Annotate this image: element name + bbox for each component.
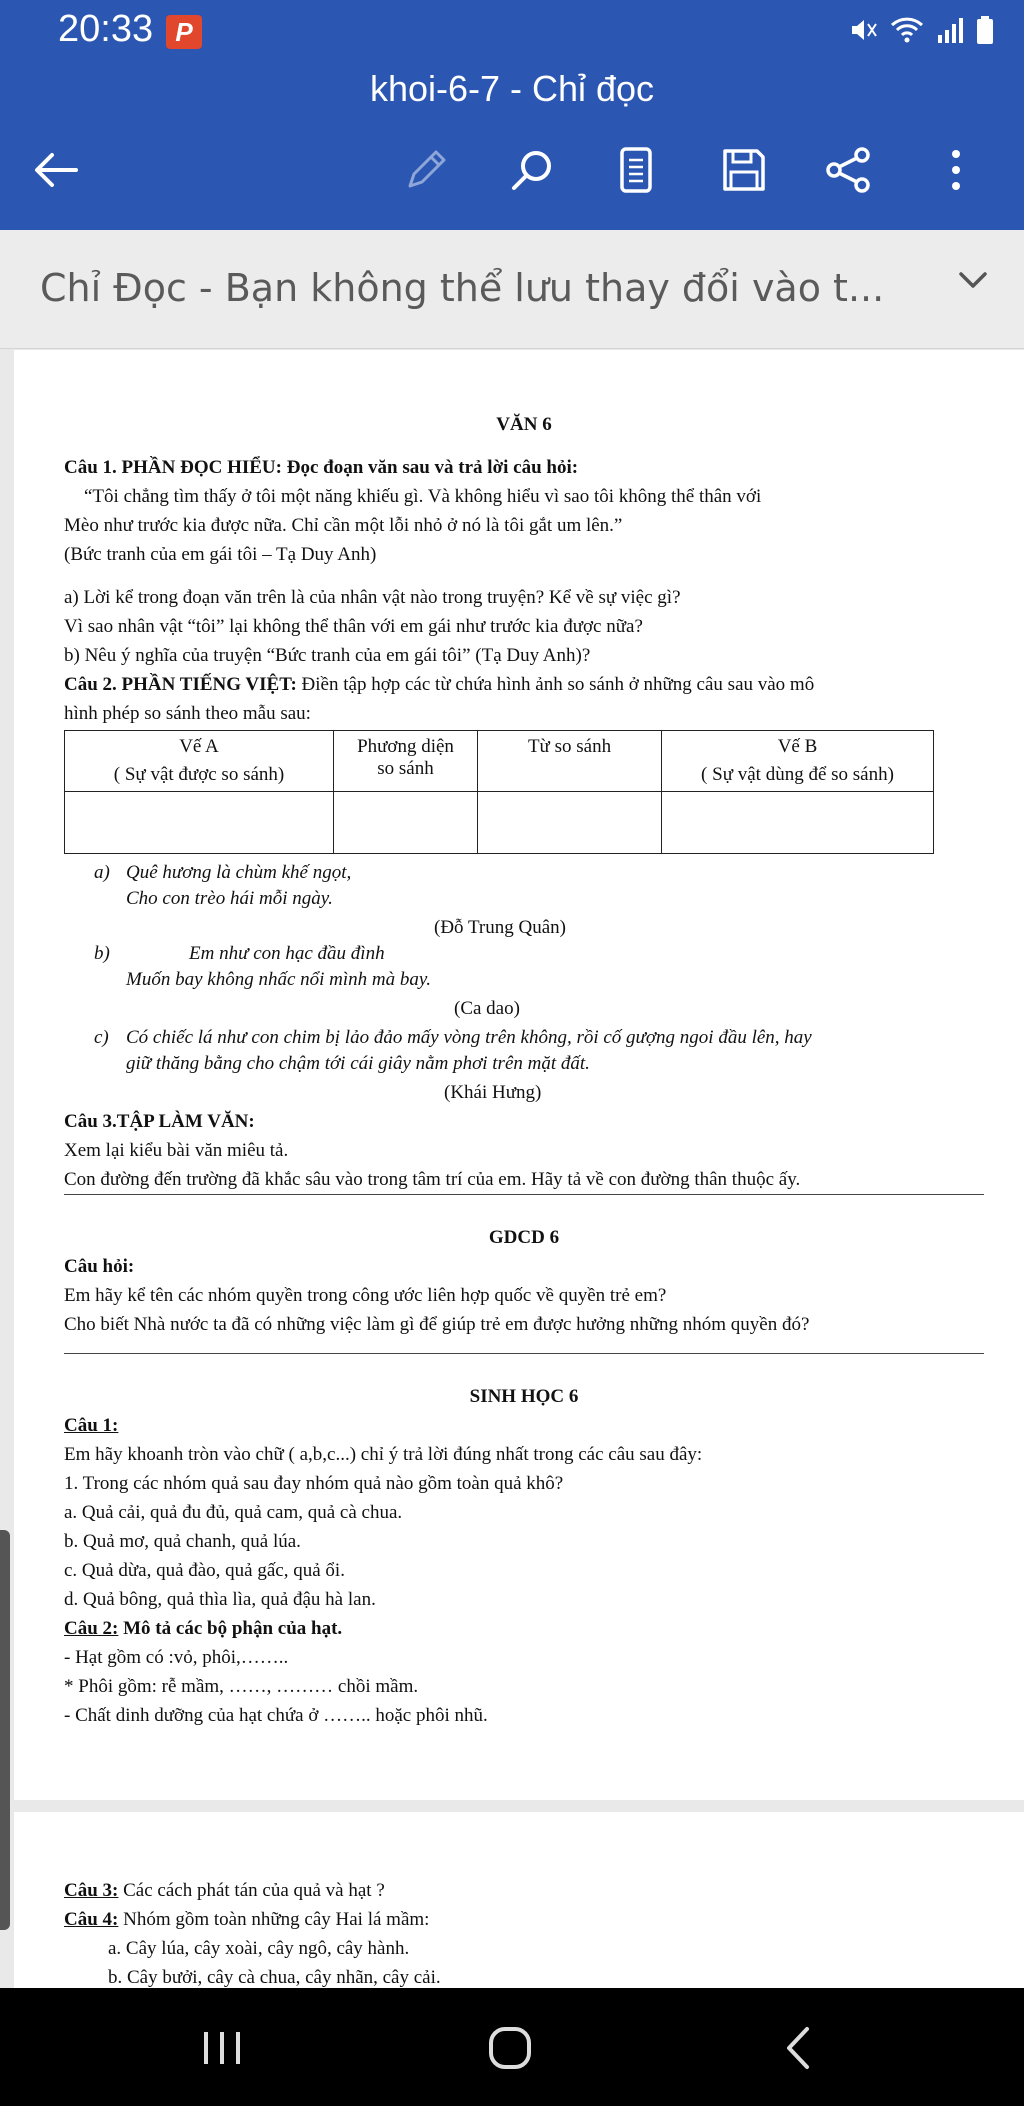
edit-button[interactable]	[396, 140, 456, 200]
question-paragraph	[64, 1876, 984, 1905]
poem-line: c) Có chiếc lá như con chim bị lảo đảo mấy vòng trên không, rồi cố gượng ngoi đầu lên, hay	[94, 1027, 812, 1048]
recent-apps-icon	[200, 2030, 244, 2066]
table-cell	[334, 792, 478, 854]
answer-option: a. Quả cải, quả đu đủ, quả cam, quả cà chua.	[64, 1502, 403, 1523]
question-text: Em hãy kể tên các nhóm quyền trong công ước liên hợp quốc về quyền trẻ em?	[64, 1285, 667, 1306]
answer-option: b. Quả mơ, quả chanh, quả lúa.	[64, 1531, 301, 1552]
chevron-down-icon	[958, 270, 988, 290]
table-header-cell: Vế B ( Sự vật dùng để so sánh)	[662, 731, 934, 792]
search-button[interactable]	[502, 140, 562, 200]
poem-line: giữ thăng bằng cho chậm tới cái giây nằm phơi trên mặt đất.	[126, 1053, 590, 1074]
question-text: a) Lời kể trong đoạn văn trên là của nhân vật nào trong truyện? Kể về sự việc gì?	[64, 587, 681, 608]
wifi-icon	[890, 15, 924, 45]
question-text: Con đường đến trường đã khắc sâu vào trong tâm trí của em. Hãy tả về con đường thân thuộc ấy.	[64, 1169, 801, 1190]
expand-banner-button[interactable]	[958, 270, 988, 295]
back-nav-button[interactable]	[758, 2018, 838, 2078]
question-title: Câu 2. PHẦN TIẾNG VIỆT:	[64, 674, 297, 695]
more-options-button[interactable]	[926, 140, 986, 200]
quote-source: (Bức tranh của em gái tôi – Tạ Duy Anh)	[64, 544, 377, 565]
question-text: Cho biết Nhà nước ta đã có những việc làm gì để giúp trẻ em được hưởng những nhóm quyền đó?	[64, 1314, 810, 1335]
question-title: Câu 3:	[64, 1880, 119, 1901]
question-title: Câu 4:	[64, 1909, 119, 1930]
answer-option: d. Quả bông, quả thìa lìa, quả đậu hà lan.	[64, 1589, 376, 1610]
section-heading-sinh6: SINH HỌC 6	[469, 1386, 579, 1407]
share-icon	[824, 146, 872, 194]
poem-line: a) Quê hương là chùm khế ngọt,	[94, 862, 352, 883]
table-cell	[662, 792, 934, 854]
document-content	[64, 1876, 984, 1992]
recent-apps-button[interactable]	[182, 2018, 262, 2078]
home-button[interactable]	[470, 2018, 550, 2078]
question-paragraph	[64, 670, 984, 699]
poem-source: (Đỗ Trung Quân)	[434, 917, 566, 938]
status-bar	[0, 0, 1024, 60]
system-icons	[848, 12, 994, 48]
table-header-cell: Phương diện so sánh	[334, 731, 478, 792]
question-title: Câu 1:	[64, 1415, 119, 1436]
poem-source: (Khái Hưng)	[444, 1082, 542, 1103]
read-only-message: Chỉ Đọc - Bạn không thể lưu thay đổi vào t...	[40, 266, 885, 310]
section-heading-van6: VĂN 6	[496, 414, 552, 435]
scroll-handle[interactable]	[0, 1530, 10, 1930]
question-text: Vì sao nhân vật “tôi” lại không thể thân với em gái như trước kia được nữa?	[64, 616, 643, 637]
answer-option: b. Cây bưởi, cây cà chua, cây nhãn, cây cải.	[108, 1967, 441, 1988]
home-icon	[488, 2026, 532, 2070]
question-title: Câu hỏi:	[64, 1256, 135, 1277]
back-arrow-icon	[32, 150, 80, 190]
signal-icon	[936, 15, 964, 45]
question-paragraph	[64, 1614, 984, 1643]
question-text: Các cách phát tán của quả và hạt ?	[118, 1880, 385, 1901]
quote-line: Mèo như trước kia được nữa. Chỉ cần một lỗi nhỏ ở nó là tôi gắt um lên.”	[64, 515, 623, 536]
pencil-icon	[402, 146, 450, 194]
question-text: 1. Trong các nhóm quả sau đay nhóm quả nào gồm toàn quả khô?	[64, 1473, 564, 1494]
question-text: Điền tập hợp các từ chứa hình ảnh so sánh ở những câu sau vào mô	[296, 674, 815, 695]
table-cell	[65, 792, 334, 854]
system-navigation-bar	[0, 1988, 1024, 2106]
poem-source: (Ca dao)	[454, 998, 520, 1019]
list-item: * Phôi gồm: rễ mầm, ……, ……… chồi mầm.	[64, 1676, 419, 1697]
app-toolbar	[0, 60, 1024, 230]
mute-icon	[848, 15, 878, 45]
question-text: hình phép so sánh theo mẫu sau:	[64, 703, 311, 724]
poem-line: b) Em như con hạc đầu đình	[94, 943, 385, 964]
question-text: b) Nêu ý nghĩa của truyện “Bức tranh của em gái tôi” (Tạ Duy Anh)?	[64, 645, 591, 666]
share-button[interactable]	[818, 140, 878, 200]
poem-line: Cho con trèo hái mỗi ngày.	[126, 888, 333, 909]
battery-icon	[976, 15, 994, 45]
document-content	[64, 410, 984, 1730]
question-title: Câu 1. PHẦN ĐỌC HIỂU: Đọc đoạn văn sau và trả lời câu hỏi:	[64, 457, 579, 478]
back-chevron-icon	[783, 2026, 813, 2070]
read-only-banner[interactable]	[0, 230, 1024, 349]
answer-option: c. Quả dừa, quả đào, quả gấc, quả ổi.	[64, 1560, 345, 1581]
table-header-cell: Vế A ( Sự vật được so sánh)	[65, 731, 334, 792]
mobile-view-button[interactable]	[606, 140, 666, 200]
app-notification-icon: P	[166, 15, 202, 49]
section-heading-gdcd6: GDCD 6	[488, 1227, 560, 1248]
save-button[interactable]	[714, 140, 774, 200]
quote-line: “Tôi chẳng tìm thấy ở tôi một năng khiếu gì. Và không hiểu vì sao tôi không thể thân với	[84, 486, 762, 507]
search-icon	[508, 146, 556, 194]
comparison-table	[64, 730, 934, 854]
table-header-cell: Từ so sánh	[478, 731, 662, 792]
question-title: Câu 2:	[64, 1618, 119, 1639]
question-text: Mô tả các bộ phận của hạt.	[118, 1618, 343, 1639]
document-page[interactable]	[14, 350, 1024, 1800]
more-vertical-icon	[946, 146, 966, 194]
question-text: Xem lại kiểu bài văn miêu tả.	[64, 1140, 289, 1161]
poem-line: Muốn bay không nhấc nổi mình mà bay.	[126, 969, 432, 990]
poem-block	[64, 858, 984, 1107]
list-item: - Chất dinh dưỡng của hạt chứa ở …….. hoặc phôi nhũ.	[64, 1705, 488, 1726]
mobile-view-icon	[616, 146, 656, 194]
table-header-row	[65, 731, 934, 792]
document-title: khoi-6-7 - Chỉ đọc	[369, 68, 655, 109]
status-time: 20:33	[58, 8, 154, 50]
question-text: Nhóm gồm toàn những cây Hai lá mầm:	[118, 1909, 430, 1930]
list-item: - Hạt gồm có :vỏ, phôi,……..	[64, 1647, 289, 1668]
answer-option: a. Cây lúa, cây xoài, cây ngô, cây hành.	[108, 1938, 410, 1959]
document-page[interactable]	[14, 1812, 1024, 2012]
question-paragraph	[64, 1905, 984, 1934]
table-row	[65, 792, 934, 854]
question-text: Em hãy khoanh tròn vào chữ ( a,b,c...) chỉ ý trả lời đúng nhất trong các câu sau đây:	[64, 1444, 703, 1465]
save-icon	[720, 146, 768, 194]
back-button[interactable]	[26, 140, 86, 200]
question-title: Câu 3.TẬP LÀM VĂN:	[64, 1111, 255, 1132]
table-cell	[478, 792, 662, 854]
